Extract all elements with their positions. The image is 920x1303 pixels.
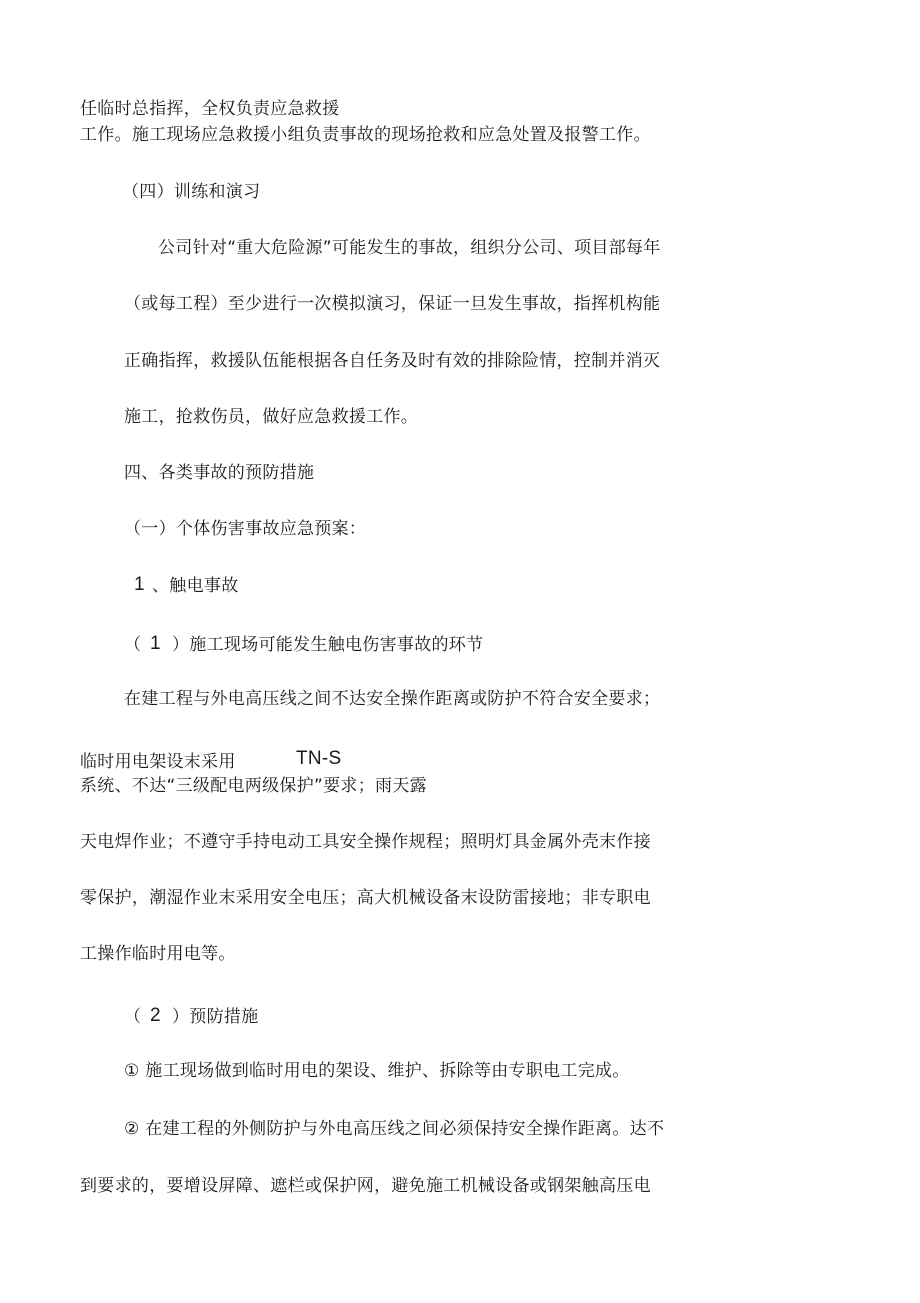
text-line: 到要求的，要增设屏障、遮栏或保护网，避免施工机械设备或钢架触高压电 bbox=[80, 1176, 651, 1196]
text-line: 公司针对“重大危险源”可能发生的事故，组织分公司、项目部每年 bbox=[158, 238, 661, 258]
item-heading: ）施工现场可能发生触电伤害事故的环节 bbox=[172, 635, 484, 655]
text-line: 正确指挥，救援队伍能根据各自任务及时有效的排除险情，控制并消灭 bbox=[124, 351, 661, 371]
standard-code: TN-S bbox=[296, 748, 342, 769]
text-line: 在建工程与外电高压线之间不达安全操作距离或防护不符合安全要求； bbox=[124, 689, 661, 709]
text-line: 系统、不达“三级配电两级保护”要求；雨天露 bbox=[80, 776, 427, 796]
text-line: 任临时总指挥，全权负责应急救援 bbox=[80, 99, 340, 119]
item-number: 2 bbox=[150, 1005, 161, 1026]
text-line: 零保护，潮湿作业末采用安全电压；高大机械设备末设防雷接地；非专职电 bbox=[80, 888, 651, 908]
item-number: 1 bbox=[150, 633, 161, 654]
section-heading: （四）训练和演习 bbox=[122, 182, 261, 202]
item-number: 1 bbox=[134, 574, 145, 595]
text-line: 工操作临时用电等。 bbox=[80, 944, 236, 964]
text-line: 天电焊作业；不遵守手持电动工具安全操作规程；照明灯具金属外壳末作接 bbox=[80, 832, 651, 852]
list-item: ② 在建工程的外侧防护与外电高压线之间必须保持安全操作距离。达不 bbox=[124, 1119, 665, 1139]
paren-open: （ bbox=[124, 635, 142, 655]
text-line: 工作。施工现场应急救援小组负责事故的现场抢救和应急处置及报警工作。 bbox=[80, 125, 651, 145]
paren-open: （ bbox=[124, 1007, 142, 1027]
item-heading: ）预防措施 bbox=[172, 1007, 259, 1027]
list-item: ① 施工现场做到临时用电的架设、维护、拆除等由专职电工完成。 bbox=[124, 1061, 630, 1081]
item-heading: 、触电事故 bbox=[152, 576, 239, 596]
text-line: （或每工程）至少进行一次模拟演习，保证一旦发生事故，指挥机构能 bbox=[124, 294, 661, 314]
section-heading: 四、各类事故的预防措施 bbox=[124, 463, 315, 483]
text-line: 临时用电架设末采用 bbox=[80, 752, 236, 772]
text-line: 施工，抢救伤员，做好应急救援工作。 bbox=[124, 407, 419, 427]
subsection-heading: （一）个体伤害事故应急预案： bbox=[124, 519, 367, 539]
